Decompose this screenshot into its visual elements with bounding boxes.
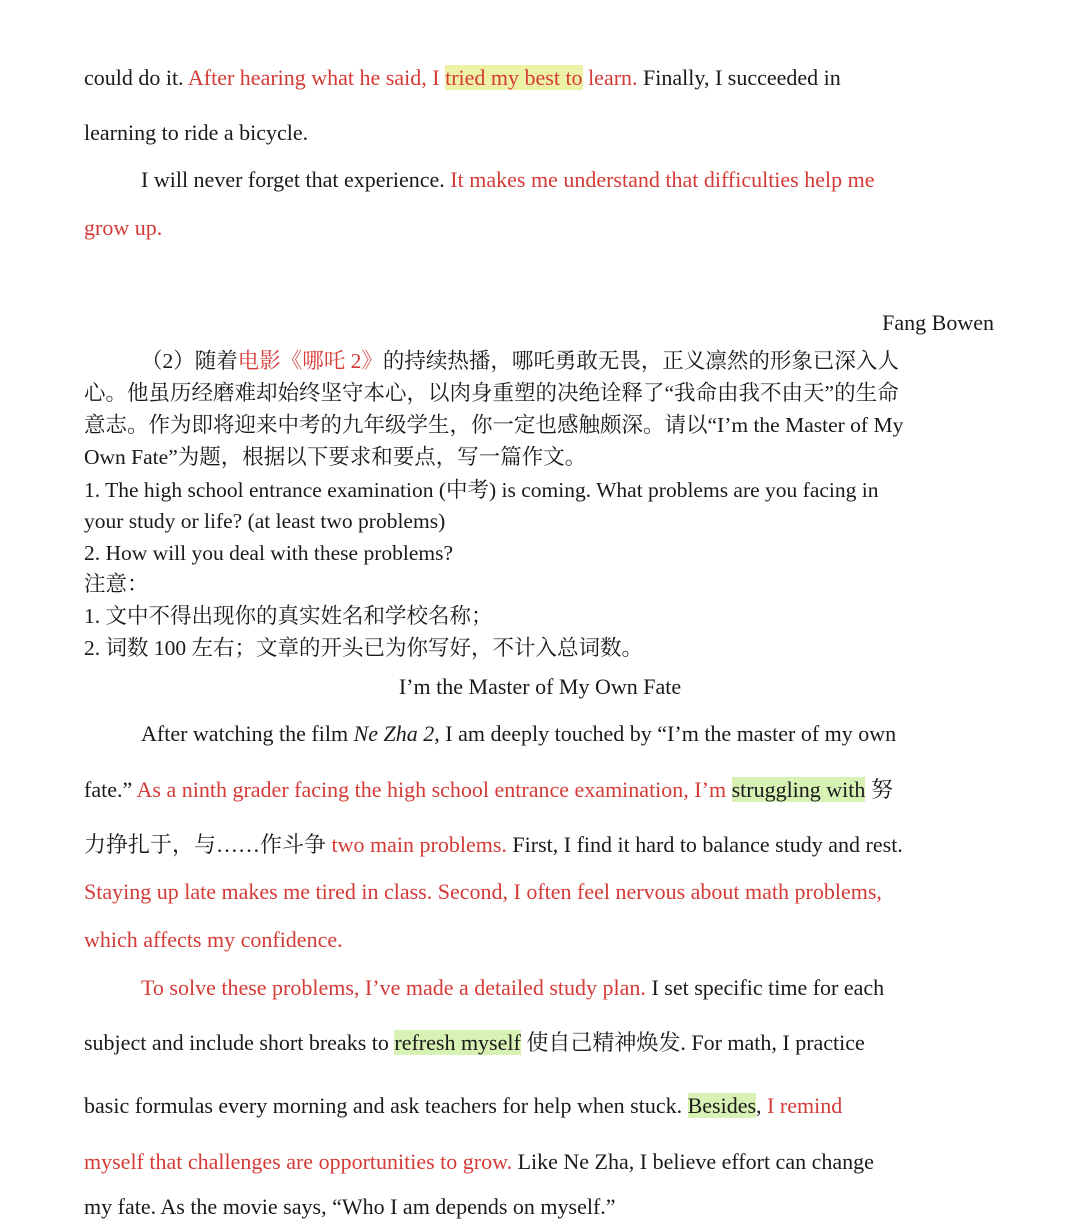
prompt-line-4: Own Fate”为题，根据以下要求和要点，写一篇作文。 xyxy=(84,445,587,469)
highlight-struggling-with: struggling with xyxy=(731,777,866,802)
essay1-line-1: could do it. After hearing what he said, I tried my best to learn. Finally, I succeeded in xyxy=(84,65,841,90)
essay2-line-9: myself that challenges are opportunities to grow. Like Ne Zha, I believe effort can change xyxy=(84,1149,874,1174)
essay2-line-5: which affects my confidence. xyxy=(84,927,343,952)
essay2-title: I’m the Master of My Own Fate xyxy=(398,674,682,699)
highlight-besides: Besides xyxy=(687,1093,757,1118)
prompt-point-1: 1. The high school entrance examination (中考) is coming. What problems are you facing in xyxy=(84,478,879,502)
essay2-line-7: subject and include short breaks to refresh myself 使自己精神焕发. For math, I practice xyxy=(84,1030,865,1055)
prompt-line-3: 意志。作为即将迎来中考的九年级学生，你一定也感触颇深。请以“I’m the Master of My xyxy=(84,413,904,437)
prompt-point-2: 2. How will you deal with these problems? xyxy=(84,541,454,565)
essay2-line-10: my fate. As the movie says, “Who I am depends on myself.” xyxy=(84,1194,616,1219)
prompt-line-1: （2）随着电影《哪吒 2》的持续热播，哪吒勇敢无畏，正义凛然的形象已深入人 xyxy=(141,349,899,373)
prompt-note-1: 1. 文中不得出现你的真实姓名和学校名称； xyxy=(84,604,493,628)
essay2-line-2: fate.” As a ninth grader facing the high school entrance examination, I’m struggling with 努 xyxy=(84,777,893,802)
essay2-line-8: basic formulas every morning and ask teachers for help when stuck. Besides, I remind xyxy=(84,1093,843,1118)
essay1-line-3: I will never forget that experience. It makes me understand that difficulties help me xyxy=(141,167,875,192)
prompt-note-heading: 注意： xyxy=(84,572,149,596)
highlight-refresh-myself: refresh myself xyxy=(394,1030,521,1055)
author-name: Fang Bowen xyxy=(882,310,994,335)
highlight-tried-my-best: tried my best to xyxy=(445,65,583,90)
essay2-line-1: After watching the film Ne Zha 2, I am deeply touched by “I’m the master of my own xyxy=(141,721,897,746)
prompt-line-2: 心。他虽历经磨难却始终坚守本心，以肉身重塑的决绝诠释了“我命由我不由天”的生命 xyxy=(84,381,899,405)
essay1-line-2: learning to ride a bicycle. xyxy=(84,120,309,145)
prompt-point-1-cont: your study or life? (at least two problems) xyxy=(84,509,446,533)
essay2-line-3: 力挣扎于，与……作斗争 two main problems. First, I find it hard to balance study and rest. xyxy=(84,832,903,857)
prompt-note-2: 2. 词数 100 左右；文章的开头已为你写好，不计入总词数。 xyxy=(84,636,644,660)
essay1-line-4: grow up. xyxy=(84,215,163,240)
essay2-line-6: To solve these problems, I’ve made a detailed study plan. I set specific time for each xyxy=(141,975,885,1000)
essay2-line-4: Staying up late makes me tired in class. Second, I often feel nervous about math problems, xyxy=(84,879,882,904)
